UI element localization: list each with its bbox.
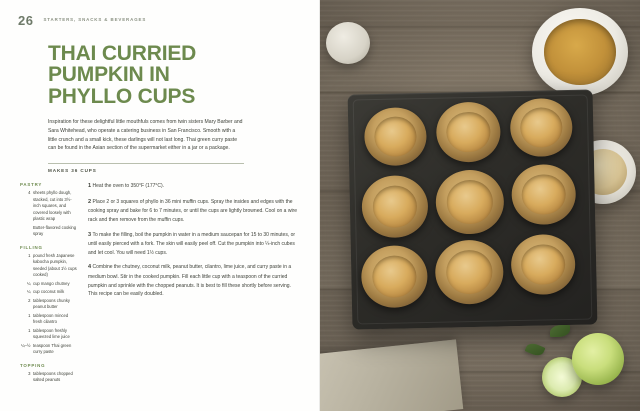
ingredient-group <box>20 182 78 238</box>
ingredient-text: cup coconut milk <box>33 289 65 295</box>
ingredient-item <box>20 253 78 279</box>
step-text: Place 2 or 3 squares of phyllo in 36 mini muffin cups. Spray the insides and edges with the cooking spray and bake for 6 to 7 minutes, or until the cups are lightly browned. Cool on a wire rack and then remove from the muffin cups. <box>88 198 298 224</box>
ingredient-item <box>20 343 78 356</box>
ingredient-qty: ¼–½ <box>21 342 31 348</box>
yield-label: MAKES <box>48 168 70 174</box>
yield-block <box>48 163 244 173</box>
ingredient-qty: ¼ <box>27 280 31 286</box>
step-text: To make the filling, boil the pumpkin in water in a medium saucepan for 15 to 30 minutes, or until easily pierced with a fork. The skin will easily peel off. Cut the pumpkin into ¼-inch cubes and let cool. You will need 1½ cups. <box>88 231 296 256</box>
recipe-step <box>88 182 300 192</box>
ingredient-item <box>20 313 78 326</box>
yield-value: 36 CUPS <box>71 168 97 174</box>
ingredient-group <box>20 363 78 384</box>
ingredient-qty: 4 <box>28 190 31 196</box>
lime-wedge <box>572 333 624 385</box>
recipe-step <box>88 198 300 225</box>
ingredient-text: teaspoon Thai green curry paste <box>33 342 72 355</box>
steps-column <box>88 182 304 391</box>
ingredient-qty: 3 <box>28 370 31 376</box>
step-number: 4 <box>88 264 92 271</box>
ingredient-text: tablespoon freshly squeezed lime juice <box>33 327 70 340</box>
recipe-headnote: Inspiration for these delightful little mouthfuls comes from twin sisters Mary Barber and Sara Whitehead, who operate a catering business in San Francisco. Smooth with a little crunch and a small kick, these darlings will not last long. Thai green curry paste can be found in the Asian section of the supermarket either in a jar or a package. <box>48 119 243 152</box>
ingredient-item <box>20 225 78 238</box>
step-number: 1 <box>88 183 92 190</box>
muffin-tin <box>348 89 598 329</box>
ingredient-item <box>20 281 78 288</box>
ingredient-item <box>20 298 78 311</box>
ingredient-qty: 1 <box>28 312 31 318</box>
recipe-step <box>88 263 300 298</box>
ingredient-item <box>20 328 78 341</box>
page-header <box>18 14 304 27</box>
ingredient-qty: ¼ <box>27 289 31 295</box>
ingredient-item <box>20 289 78 296</box>
yield-line <box>48 168 244 173</box>
ingredient-text: tablespoons chunky peanut butter <box>33 297 71 310</box>
chutney-bowl <box>532 8 628 96</box>
ingredient-group-heading: FILLING <box>20 244 43 250</box>
recipe-photo-page <box>320 0 640 411</box>
ingredient-text: tablespoon minced fresh cilantro <box>33 312 69 325</box>
recipe-body <box>18 182 304 391</box>
recipe-title: THAI CURRIED PUMPKIN IN PHYLLO CUPS <box>48 42 197 108</box>
step-number: 2 <box>88 198 92 205</box>
ingredient-group-heading: PASTRY <box>20 182 43 188</box>
step-text: Heat the oven to 350°F (177°C). <box>92 183 165 190</box>
title-block <box>48 43 248 107</box>
ingredient-text: tablespoons chopped salted peanuts <box>33 370 73 383</box>
ingredient-text: sheets phyllo dough, stacked, cut into 3½-inch squares, and covered loosely with plastic wrap <box>33 190 72 222</box>
ingredient-qty: 1 <box>28 327 31 333</box>
running-head: STARTERS, SNACKS & BEVERAGES <box>43 17 147 22</box>
recipe-step <box>88 231 300 258</box>
small-bowl <box>326 22 370 64</box>
ingredient-group-heading: TOPPING <box>20 362 46 368</box>
page-number: 26 <box>18 13 34 28</box>
ingredient-qty: 1 <box>28 252 31 258</box>
step-text: Combine the chutney, coconut milk, peanut butter, cilantro, lime juice, and curry paste in a medium bowl. Stir in the cooked pumpkin. Fill each little cup with a teaspoon of the curried pumpkin and sprinkle with the chopped peanuts. It is best to fill these shortly before serving. This recipe can be easily doubled. <box>88 264 292 298</box>
ingredient-item <box>20 371 78 384</box>
ingredient-text: Butter-flavored cooking spray <box>33 224 77 237</box>
ingredient-text: pound fresh Japanese kabocha pumpkin, seeded (about 1½ cups cooked) <box>33 252 77 278</box>
ingredient-qty <box>20 225 33 238</box>
step-number: 3 <box>88 231 92 238</box>
food-photo <box>320 0 640 411</box>
ingredients-column <box>18 182 78 391</box>
ingredient-text: cup mango chutney <box>33 280 70 286</box>
ingredient-group <box>20 245 78 356</box>
ingredient-item <box>20 190 78 223</box>
ingredient-qty: 2 <box>28 297 31 303</box>
